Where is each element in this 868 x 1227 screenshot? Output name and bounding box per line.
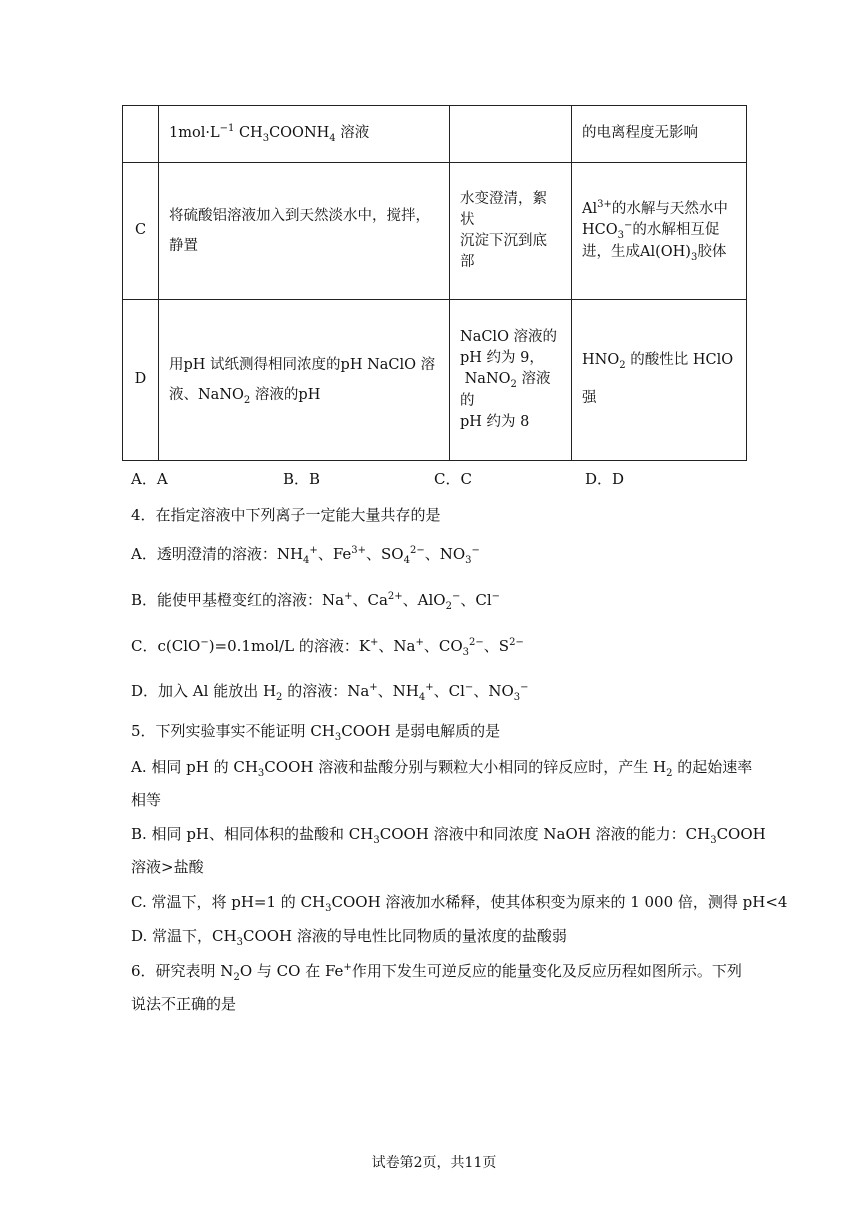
row-label-d: D [123,300,159,461]
q5-stem: 5．下列实验事实不能证明 $CH_3COOH$ 是弱电解质的是 [131,722,501,743]
q4-option-b[interactable]: B．能使甲基橙变红的溶液：Na+、$Ca^{2+}$、AlO$_2$−、Cl− [131,591,501,612]
q5-option-b-line1[interactable]: B. 相同 pH、相同体积的盐酸和 $CH_3COOH$ 溶液中和同浓度 NaOH 溶液的能力：$CH_3COOH$ [131,825,766,846]
q5-option-c[interactable]: C. 常温下，将 pH=1 的 $CH_3COOH$ 溶液加水稀释，使其体积变为原来的 1 000 倍，测得 pH<4 [131,893,788,914]
page-footer: 试卷第2页，共11页 [371,1155,497,1171]
q4-stem: 4．在指定溶液中下列离子一定能大量共存的是 [131,506,441,524]
q5-option-a-line2: 相等 [131,791,162,809]
q4-option-d[interactable]: D．加入 Al 能放出 $H_2$ 的溶液：Na+、$NH_4^+$、Cl−、$NO_3^-$ [131,682,529,703]
q6-stem-line2: 说法不正确的是 [131,995,237,1013]
observation-cell-b [450,106,572,163]
conclusion-cell-b: 的电离程度无影响 [572,106,747,163]
q4-option-c[interactable]: C．c(ClO−)=0.1mol/L 的溶液：K+、Na+、$CO_3^{2-}$、$S^{2-}$ [131,637,524,658]
table-row-d [123,300,747,461]
operation-cell-d: 用pH 试纸测得相同浓度的pH NaClO 溶 液、NaNO$_2$ 溶液的pH [159,300,450,461]
q5-option-a-line1[interactable]: A. 相同 pH 的 $CH_3COOH$ 溶液和盐酸分别与颗粒大小相同的锌反应时，产生 $H_2$ 的起始速率 [131,758,753,779]
q3-choice-d[interactable]: D．D [585,470,625,488]
observation-cell-c: 水变澄清，絮状 沉淀下沉到底 部 [450,163,572,300]
table-row-c [123,163,747,300]
table-row-b [123,106,747,163]
q5-option-d[interactable]: D. 常温下，$CH_3COOH$ 溶液的导电性比同物质的量浓度的盐酸弱 [131,927,567,948]
q5-option-b-line2: 溶液>盐酸 [131,858,204,876]
row-label-empty [123,106,159,163]
observation-cell-d: NaClO 溶液的 pH 约为 9， NaNO$_2$ 溶液的 pH 约为 8 [450,300,572,461]
experiment-table [122,105,747,461]
q4-option-a[interactable]: A．透明澄清的溶液：$NH_4^+$、$Fe^{3+}$、$SO_4^{2-}$、$NO_3^-$ [131,545,480,566]
row-label-c: C [123,163,159,300]
operation-cell-c: 将硫酸铝溶液加入到天然淡水中，搅拌， 静置 [159,163,450,300]
q3-choice-b[interactable]: B．B [283,470,321,488]
q6-stem-line1: 6．研究表明 $N_2O$ 与 CO 在 Fe+作用下发生可逆反应的能量变化及反应历程如图所示。下列 [131,962,742,983]
operation-cell-b: $1mol\cdot L^{-1}$ $CH_3COONH_4$ 溶液 [159,106,450,163]
q3-choice-a[interactable]: A．A [131,470,168,488]
conclusion-cell-c: $Al^{3+}$的水解与天然水中 $HCO_3^-$的水解相互促 进，生成$Al(OH)_3$胶体 [572,163,747,300]
conclusion-cell-d: $HNO_2$ 的酸性比 HClO 强 [572,300,747,461]
q3-choice-c[interactable]: C．C [434,470,472,488]
